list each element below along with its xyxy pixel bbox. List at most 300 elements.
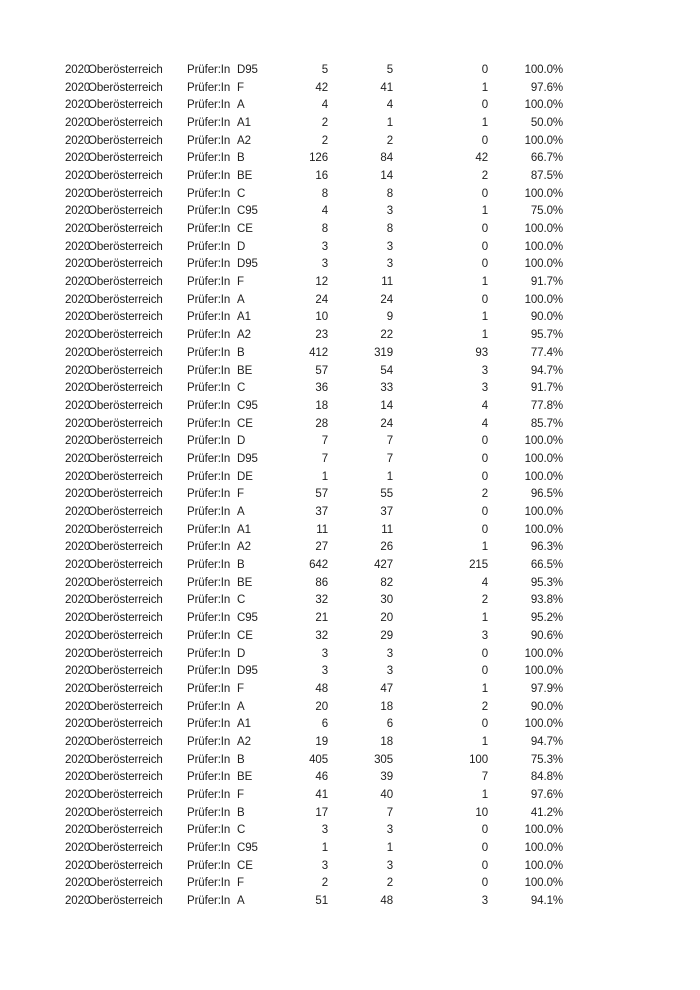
- region-cell: Oberösterreich: [88, 276, 163, 289]
- table-row: [65, 432, 563, 450]
- pass-rate-cell: 100.0%: [524, 523, 563, 536]
- total-cell: 1: [321, 842, 328, 855]
- year-cell: 2020: [65, 99, 91, 112]
- region-cell: Oberösterreich: [88, 205, 163, 218]
- pass-rate-cell: 100.0%: [524, 63, 563, 76]
- failed-cell: 0: [481, 435, 488, 448]
- year-cell: 2020: [65, 895, 91, 908]
- table-row: [65, 344, 563, 362]
- region-cell: Oberösterreich: [88, 789, 163, 802]
- region-cell: Oberösterreich: [88, 523, 163, 536]
- passed-cell: 9: [386, 311, 393, 324]
- table-row: [65, 79, 563, 97]
- year-cell: 2020: [65, 700, 91, 713]
- examiner-cell: Prüfer:In: [187, 134, 231, 147]
- region-cell: Oberösterreich: [88, 629, 163, 642]
- year-cell: 2020: [65, 364, 91, 377]
- pass-rate-cell: 75.0%: [530, 205, 563, 218]
- failed-cell: 1: [481, 789, 488, 802]
- region-cell: Oberösterreich: [88, 735, 163, 748]
- failed-cell: 4: [481, 399, 488, 412]
- table-row: [65, 627, 563, 645]
- examiner-cell: Prüfer:In: [187, 612, 231, 625]
- total-cell: 126: [309, 152, 328, 165]
- table-row: [65, 326, 563, 344]
- table-row: [65, 574, 563, 592]
- category-cell: A: [237, 700, 245, 713]
- table-row: [65, 662, 563, 680]
- year-cell: 2020: [65, 311, 91, 324]
- passed-cell: 26: [380, 541, 393, 554]
- region-cell: Oberösterreich: [88, 435, 163, 448]
- pass-rate-cell: 94.7%: [530, 735, 563, 748]
- pass-rate-cell: 75.3%: [530, 753, 563, 766]
- pass-rate-cell: 94.1%: [530, 895, 563, 908]
- year-cell: 2020: [65, 647, 91, 660]
- examiner-cell: Prüfer:In: [187, 187, 231, 200]
- examiner-cell: Prüfer:In: [187, 665, 231, 678]
- region-cell: Oberösterreich: [88, 700, 163, 713]
- table-row: [65, 220, 563, 238]
- total-cell: 11: [316, 523, 328, 536]
- year-cell: 2020: [65, 258, 91, 271]
- total-cell: 19: [315, 735, 328, 748]
- region-cell: Oberösterreich: [88, 116, 163, 129]
- passed-cell: 3: [386, 258, 393, 271]
- year-cell: 2020: [65, 824, 91, 837]
- region-cell: Oberösterreich: [88, 240, 163, 253]
- pass-rate-cell: 95.7%: [530, 329, 563, 342]
- region-cell: Oberösterreich: [88, 329, 163, 342]
- region-cell: Oberösterreich: [88, 134, 163, 147]
- pass-rate-cell: 100.0%: [524, 842, 563, 855]
- pass-rate-cell: 100.0%: [524, 859, 563, 872]
- total-cell: 27: [315, 541, 328, 554]
- region-cell: Oberösterreich: [88, 346, 163, 359]
- passed-cell: 7: [386, 435, 393, 448]
- category-cell: C95: [237, 399, 258, 412]
- pass-rate-cell: 91.7%: [530, 276, 563, 289]
- total-cell: 8: [321, 223, 328, 236]
- examiner-cell: Prüfer:In: [187, 99, 231, 112]
- pass-rate-cell: 100.0%: [524, 647, 563, 660]
- category-cell: C95: [237, 842, 258, 855]
- failed-cell: 1: [481, 116, 488, 129]
- region-cell: Oberösterreich: [88, 311, 163, 324]
- region-cell: Oberösterreich: [88, 718, 163, 731]
- examiner-cell: Prüfer:In: [187, 205, 231, 218]
- year-cell: 2020: [65, 329, 91, 342]
- failed-cell: 10: [475, 806, 488, 819]
- examiner-cell: Prüfer:In: [187, 753, 231, 766]
- examiner-cell: Prüfer:In: [187, 895, 231, 908]
- total-cell: 17: [315, 806, 328, 819]
- examiner-cell: Prüfer:In: [187, 700, 231, 713]
- region-cell: Oberösterreich: [88, 506, 163, 519]
- passed-cell: 33: [380, 382, 393, 395]
- failed-cell: 1: [481, 329, 488, 342]
- pass-rate-cell: 90.6%: [530, 629, 563, 642]
- passed-cell: 24: [380, 293, 393, 306]
- passed-cell: 1: [386, 470, 393, 483]
- total-cell: 36: [315, 382, 328, 395]
- failed-cell: 1: [481, 612, 488, 625]
- passed-cell: 319: [374, 346, 393, 359]
- failed-cell: 0: [481, 470, 488, 483]
- pass-rate-cell: 100.0%: [524, 665, 563, 678]
- year-cell: 2020: [65, 771, 91, 784]
- passed-cell: 40: [380, 789, 393, 802]
- total-cell: 10: [315, 311, 328, 324]
- table-row: [65, 609, 563, 627]
- examiner-cell: Prüfer:In: [187, 258, 231, 271]
- passed-cell: 55: [380, 488, 393, 501]
- year-cell: 2020: [65, 789, 91, 802]
- pass-rate-cell: 100.0%: [524, 99, 563, 112]
- pass-rate-cell: 100.0%: [524, 435, 563, 448]
- examiner-cell: Prüfer:In: [187, 329, 231, 342]
- failed-cell: 0: [481, 99, 488, 112]
- passed-cell: 30: [380, 594, 393, 607]
- passed-cell: 82: [380, 576, 393, 589]
- failed-cell: 0: [481, 647, 488, 660]
- year-cell: 2020: [65, 382, 91, 395]
- year-cell: 2020: [65, 488, 91, 501]
- passed-cell: 37: [380, 506, 393, 519]
- category-cell: C95: [237, 612, 258, 625]
- pass-rate-cell: 96.5%: [530, 488, 563, 501]
- total-cell: 1: [321, 470, 328, 483]
- failed-cell: 1: [481, 735, 488, 748]
- passed-cell: 4: [386, 99, 393, 112]
- examiner-cell: Prüfer:In: [187, 116, 231, 129]
- total-cell: 20: [315, 700, 328, 713]
- category-cell: DE: [237, 470, 253, 483]
- table-row: [65, 132, 563, 150]
- region-cell: Oberösterreich: [88, 223, 163, 236]
- failed-cell: 3: [481, 629, 488, 642]
- passed-cell: 3: [386, 859, 393, 872]
- failed-cell: 0: [481, 877, 488, 890]
- category-cell: A2: [237, 329, 251, 342]
- region-cell: Oberösterreich: [88, 541, 163, 554]
- pass-rate-cell: 87.5%: [530, 169, 563, 182]
- category-cell: A: [237, 895, 245, 908]
- pass-rate-cell: 95.3%: [530, 576, 563, 589]
- examiner-cell: Prüfer:In: [187, 169, 231, 182]
- table-row: [65, 875, 563, 893]
- total-cell: 3: [321, 859, 328, 872]
- region-cell: Oberösterreich: [88, 452, 163, 465]
- examiner-cell: Prüfer:In: [187, 452, 231, 465]
- examiner-cell: Prüfer:In: [187, 435, 231, 448]
- failed-cell: 215: [469, 559, 488, 572]
- year-cell: 2020: [65, 346, 91, 359]
- year-cell: 2020: [65, 435, 91, 448]
- category-cell: BE: [237, 771, 253, 784]
- total-cell: 32: [315, 594, 328, 607]
- pass-rate-cell: 90.0%: [530, 311, 563, 324]
- passed-cell: 8: [386, 187, 393, 200]
- region-cell: Oberösterreich: [88, 647, 163, 660]
- region-cell: Oberösterreich: [88, 187, 163, 200]
- year-cell: 2020: [65, 240, 91, 253]
- passed-cell: 18: [380, 700, 393, 713]
- passed-cell: 3: [386, 647, 393, 660]
- passed-cell: 3: [386, 665, 393, 678]
- total-cell: 16: [315, 169, 328, 182]
- table-row: [65, 291, 563, 309]
- pass-rate-cell: 77.8%: [530, 399, 563, 412]
- category-cell: A1: [237, 116, 251, 129]
- table-row: [65, 804, 563, 822]
- pass-rate-cell: 100.0%: [524, 134, 563, 147]
- category-cell: D: [237, 435, 246, 448]
- examiner-cell: Prüfer:In: [187, 629, 231, 642]
- category-cell: C: [237, 594, 246, 607]
- failed-cell: 2: [481, 700, 488, 713]
- failed-cell: 3: [481, 364, 488, 377]
- examiner-cell: Prüfer:In: [187, 877, 231, 890]
- total-cell: 2: [321, 116, 328, 129]
- region-cell: Oberösterreich: [88, 895, 163, 908]
- failed-cell: 42: [475, 152, 488, 165]
- failed-cell: 0: [481, 452, 488, 465]
- total-cell: 28: [315, 417, 328, 430]
- examiner-cell: Prüfer:In: [187, 311, 231, 324]
- category-cell: A: [237, 506, 245, 519]
- pass-rate-cell: 100.0%: [524, 187, 563, 200]
- examiner-cell: Prüfer:In: [187, 859, 231, 872]
- table-row: [65, 309, 563, 327]
- examiner-cell: Prüfer:In: [187, 276, 231, 289]
- total-cell: 6: [321, 718, 328, 731]
- examiner-cell: Prüfer:In: [187, 399, 231, 412]
- region-cell: Oberösterreich: [88, 99, 163, 112]
- table-row: [65, 645, 563, 663]
- year-cell: 2020: [65, 134, 91, 147]
- year-cell: 2020: [65, 506, 91, 519]
- table-row: [65, 751, 563, 769]
- total-cell: 3: [321, 824, 328, 837]
- pass-rate-cell: 100.0%: [524, 824, 563, 837]
- table-row: [65, 592, 563, 610]
- passed-cell: 5: [386, 63, 393, 76]
- total-cell: 23: [315, 329, 328, 342]
- passed-cell: 11: [381, 523, 393, 536]
- total-cell: 412: [309, 346, 328, 359]
- table-row: [65, 857, 563, 875]
- year-cell: 2020: [65, 169, 91, 182]
- passed-cell: 3: [386, 824, 393, 837]
- pass-rate-cell: 77.4%: [530, 346, 563, 359]
- year-cell: 2020: [65, 63, 91, 76]
- year-cell: 2020: [65, 877, 91, 890]
- total-cell: 7: [321, 452, 328, 465]
- region-cell: Oberösterreich: [88, 859, 163, 872]
- table-row: [65, 486, 563, 504]
- table-row: [65, 450, 563, 468]
- examiner-cell: Prüfer:In: [187, 152, 231, 165]
- category-cell: BE: [237, 364, 253, 377]
- category-cell: F: [237, 682, 244, 695]
- total-cell: 3: [321, 647, 328, 660]
- total-cell: 5: [321, 63, 328, 76]
- total-cell: 18: [315, 399, 328, 412]
- total-cell: 2: [321, 877, 328, 890]
- failed-cell: 4: [481, 417, 488, 430]
- year-cell: 2020: [65, 559, 91, 572]
- category-cell: D: [237, 240, 246, 253]
- pass-rate-cell: 41.2%: [530, 806, 563, 819]
- region-cell: Oberösterreich: [88, 612, 163, 625]
- total-cell: 12: [315, 276, 328, 289]
- year-cell: 2020: [65, 541, 91, 554]
- table-row: [65, 503, 563, 521]
- examiner-cell: Prüfer:In: [187, 506, 231, 519]
- pass-rate-cell: 96.3%: [530, 541, 563, 554]
- category-cell: B: [237, 346, 245, 359]
- region-cell: Oberösterreich: [88, 576, 163, 589]
- examiner-cell: Prüfer:In: [187, 293, 231, 306]
- passed-cell: 1: [386, 116, 393, 129]
- pass-rate-cell: 100.0%: [524, 470, 563, 483]
- year-cell: 2020: [65, 205, 91, 218]
- pass-rate-cell: 97.9%: [530, 682, 563, 695]
- category-cell: F: [237, 877, 244, 890]
- category-cell: BE: [237, 169, 253, 182]
- region-cell: Oberösterreich: [88, 382, 163, 395]
- category-cell: A1: [237, 311, 251, 324]
- table-row: [65, 680, 563, 698]
- category-cell: A2: [237, 541, 251, 554]
- region-cell: Oberösterreich: [88, 806, 163, 819]
- table-row: [65, 149, 563, 167]
- total-cell: 57: [315, 364, 328, 377]
- total-cell: 21: [315, 612, 328, 625]
- region-cell: Oberösterreich: [88, 258, 163, 271]
- failed-cell: 0: [481, 842, 488, 855]
- category-cell: CE: [237, 223, 253, 236]
- category-cell: A2: [237, 735, 251, 748]
- pass-rate-cell: 85.7%: [530, 417, 563, 430]
- pass-rate-cell: 100.0%: [524, 293, 563, 306]
- examiner-cell: Prüfer:In: [187, 771, 231, 784]
- passed-cell: 18: [380, 735, 393, 748]
- failed-cell: 1: [481, 541, 488, 554]
- year-cell: 2020: [65, 576, 91, 589]
- total-cell: 32: [315, 629, 328, 642]
- year-cell: 2020: [65, 417, 91, 430]
- category-cell: A2: [237, 134, 251, 147]
- pass-rate-cell: 97.6%: [530, 81, 563, 94]
- year-cell: 2020: [65, 152, 91, 165]
- year-cell: 2020: [65, 665, 91, 678]
- category-cell: A1: [237, 523, 251, 536]
- year-cell: 2020: [65, 859, 91, 872]
- year-cell: 2020: [65, 452, 91, 465]
- failed-cell: 2: [481, 594, 488, 607]
- category-cell: A1: [237, 718, 251, 731]
- total-cell: 7: [321, 435, 328, 448]
- passed-cell: 7: [386, 452, 393, 465]
- table-row: [65, 539, 563, 557]
- table-row: [65, 96, 563, 114]
- category-cell: D95: [237, 452, 258, 465]
- passed-cell: 39: [380, 771, 393, 784]
- passed-cell: 2: [386, 134, 393, 147]
- category-cell: BE: [237, 576, 253, 589]
- category-cell: CE: [237, 417, 253, 430]
- table-row: [65, 238, 563, 256]
- results-table: [65, 61, 563, 910]
- total-cell: 24: [315, 293, 328, 306]
- category-cell: D95: [237, 63, 258, 76]
- passed-cell: 14: [380, 169, 393, 182]
- category-cell: C: [237, 382, 246, 395]
- passed-cell: 84: [380, 152, 393, 165]
- examiner-cell: Prüfer:In: [187, 559, 231, 572]
- category-cell: D95: [237, 665, 258, 678]
- category-cell: C95: [237, 205, 258, 218]
- failed-cell: 0: [481, 859, 488, 872]
- table-row: [65, 839, 563, 857]
- passed-cell: 41: [380, 81, 393, 94]
- examiner-cell: Prüfer:In: [187, 240, 231, 253]
- examiner-cell: Prüfer:In: [187, 824, 231, 837]
- passed-cell: 6: [386, 718, 393, 731]
- category-cell: CE: [237, 629, 253, 642]
- table-row: [65, 556, 563, 574]
- passed-cell: 54: [380, 364, 393, 377]
- category-cell: C: [237, 824, 246, 837]
- year-cell: 2020: [65, 187, 91, 200]
- failed-cell: 1: [481, 311, 488, 324]
- total-cell: 46: [315, 771, 328, 784]
- table-row: [65, 769, 563, 787]
- pass-rate-cell: 66.7%: [530, 152, 563, 165]
- pass-rate-cell: 95.2%: [530, 612, 563, 625]
- examiner-cell: Prüfer:In: [187, 594, 231, 607]
- failed-cell: 0: [481, 223, 488, 236]
- failed-cell: 1: [481, 276, 488, 289]
- failed-cell: 0: [481, 506, 488, 519]
- total-cell: 405: [309, 753, 328, 766]
- pass-rate-cell: 50.0%: [530, 116, 563, 129]
- failed-cell: 0: [481, 293, 488, 306]
- pass-rate-cell: 66.5%: [530, 559, 563, 572]
- total-cell: 642: [309, 559, 328, 572]
- total-cell: 48: [315, 682, 328, 695]
- category-cell: C: [237, 187, 246, 200]
- table-row: [65, 61, 563, 79]
- failed-cell: 7: [481, 771, 488, 784]
- pass-rate-cell: 91.7%: [530, 382, 563, 395]
- table-row: [65, 468, 563, 486]
- year-cell: 2020: [65, 293, 91, 306]
- region-cell: Oberösterreich: [88, 470, 163, 483]
- table-row: [65, 698, 563, 716]
- region-cell: Oberösterreich: [88, 293, 163, 306]
- failed-cell: 0: [481, 63, 488, 76]
- table-row: [65, 167, 563, 185]
- table-row: [65, 822, 563, 840]
- pass-rate-cell: 84.8%: [530, 771, 563, 784]
- total-cell: 3: [321, 665, 328, 678]
- region-cell: Oberösterreich: [88, 559, 163, 572]
- table-row: [65, 114, 563, 132]
- passed-cell: 427: [374, 559, 393, 572]
